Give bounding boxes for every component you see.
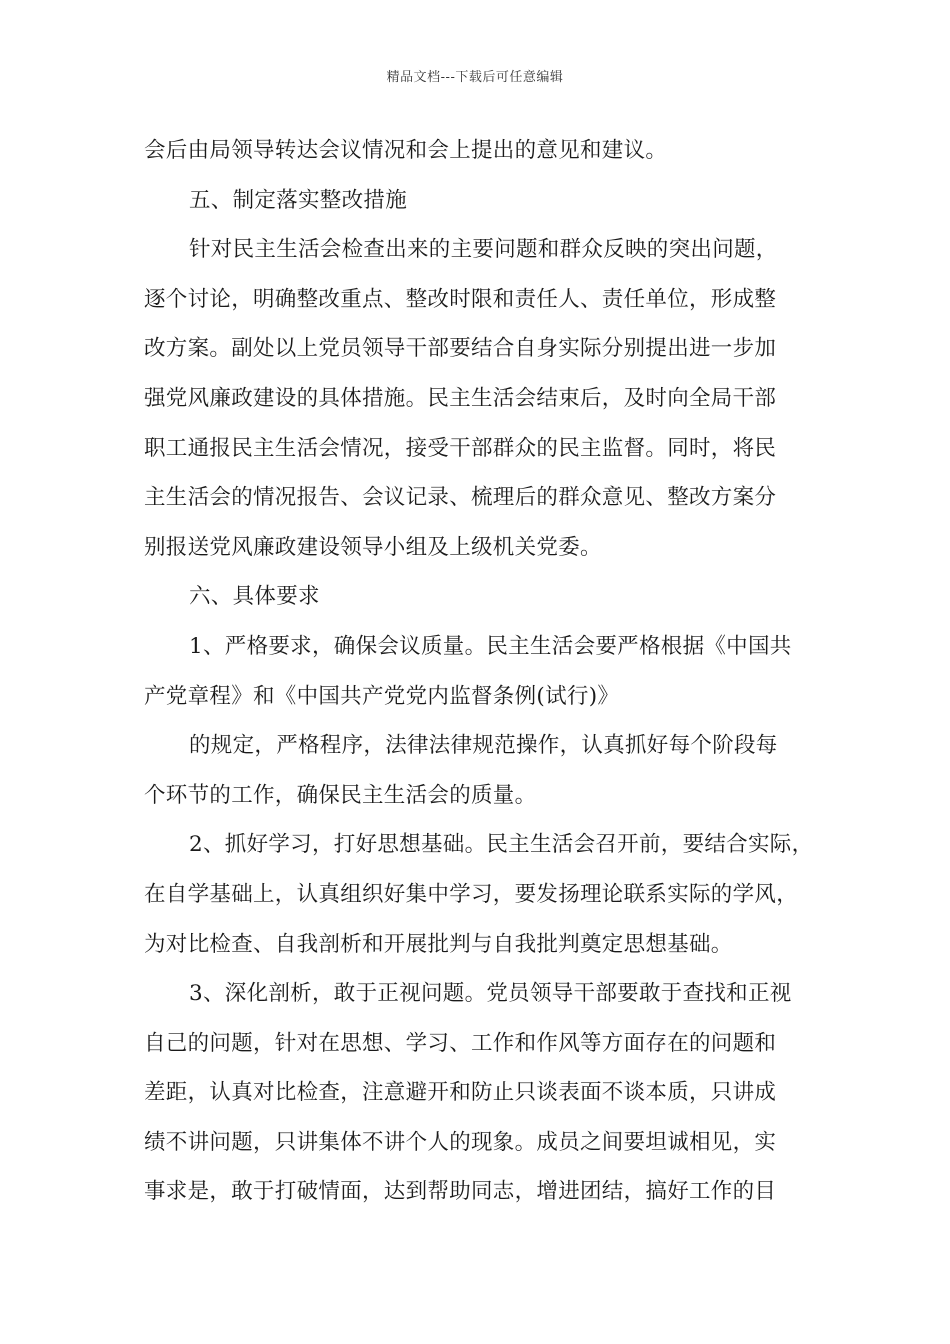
document-body [144,126,814,1217]
text-line: 2、抓好学习，打好思想基础。民主生活会召开前，要结合实际， [189,832,814,858]
text-line: 为对比检查、自我剖析和开展批判与自我批判奠定思想基础。 [144,931,733,957]
text-line: 职工通报民主生活会情况，接受干部群众的民主监督。同时，将民 [144,435,777,461]
text-line: 在自学基础上，认真组织好集中学习，要发扬理论联系实际的学风， [144,881,799,907]
text-line: 1、严格要求，确保会议质量。民主生活会要严格根据《中国共 [189,633,792,659]
text-line: 事求是，敢于打破情面，达到帮助同志，增进团结，搞好工作的目 [144,1179,777,1205]
text-line: 个环节的工作，确保民主生活会的质量。 [144,782,537,808]
text-line: 改方案。副处以上党员领导干部要结合自身实际分别提出进一步加 [144,336,777,362]
text-line: 主生活会的情况报告、会议记录、梳理后的群众意见、整改方案分 [144,485,777,511]
text-line: 强党风廉政建设的具体措施。民主生活会结束后，及时向全局干部 [144,385,777,411]
text-line: 六、具体要求 [189,584,320,610]
text-line: 会后由局领导转达会议情况和会上提出的意见和建议。 [144,138,668,163]
text-line: 3、深化剖析，敢于正视问题。党员领导干部要敢于查找和正视 [189,981,792,1007]
text-line: 产党章程》和《中国共产党党内监督条例(试行)》 [144,683,620,709]
text-line: 别报送党风廉政建设领导小组及上级机关党委。 [144,534,602,560]
text-line: 差距，认真对比检查，注意避开和防止只谈表面不谈本质，只讲成 [144,1080,777,1106]
text-line: 绩不讲问题，只讲集体不讲个人的现象。成员之间要坦诚相见，实 [144,1129,777,1155]
text-line: 自己的问题，针对在思想、学习、工作和作风等方面存在的问题和 [144,1030,777,1056]
text-line: 五、制定落实整改措施 [189,187,408,213]
text-line: 针对民主生活会检查出来的主要问题和群众反映的突出问题， [189,237,778,263]
text-line: 的规定，严格程序，法律法律规范操作，认真抓好每个阶段每 [189,733,778,759]
text-line: 逐个讨论，明确整改重点、整改时限和责任人、责任单位，形成整 [144,286,777,312]
page-header: 精品文档---下载后可任意编辑 [386,70,564,85]
